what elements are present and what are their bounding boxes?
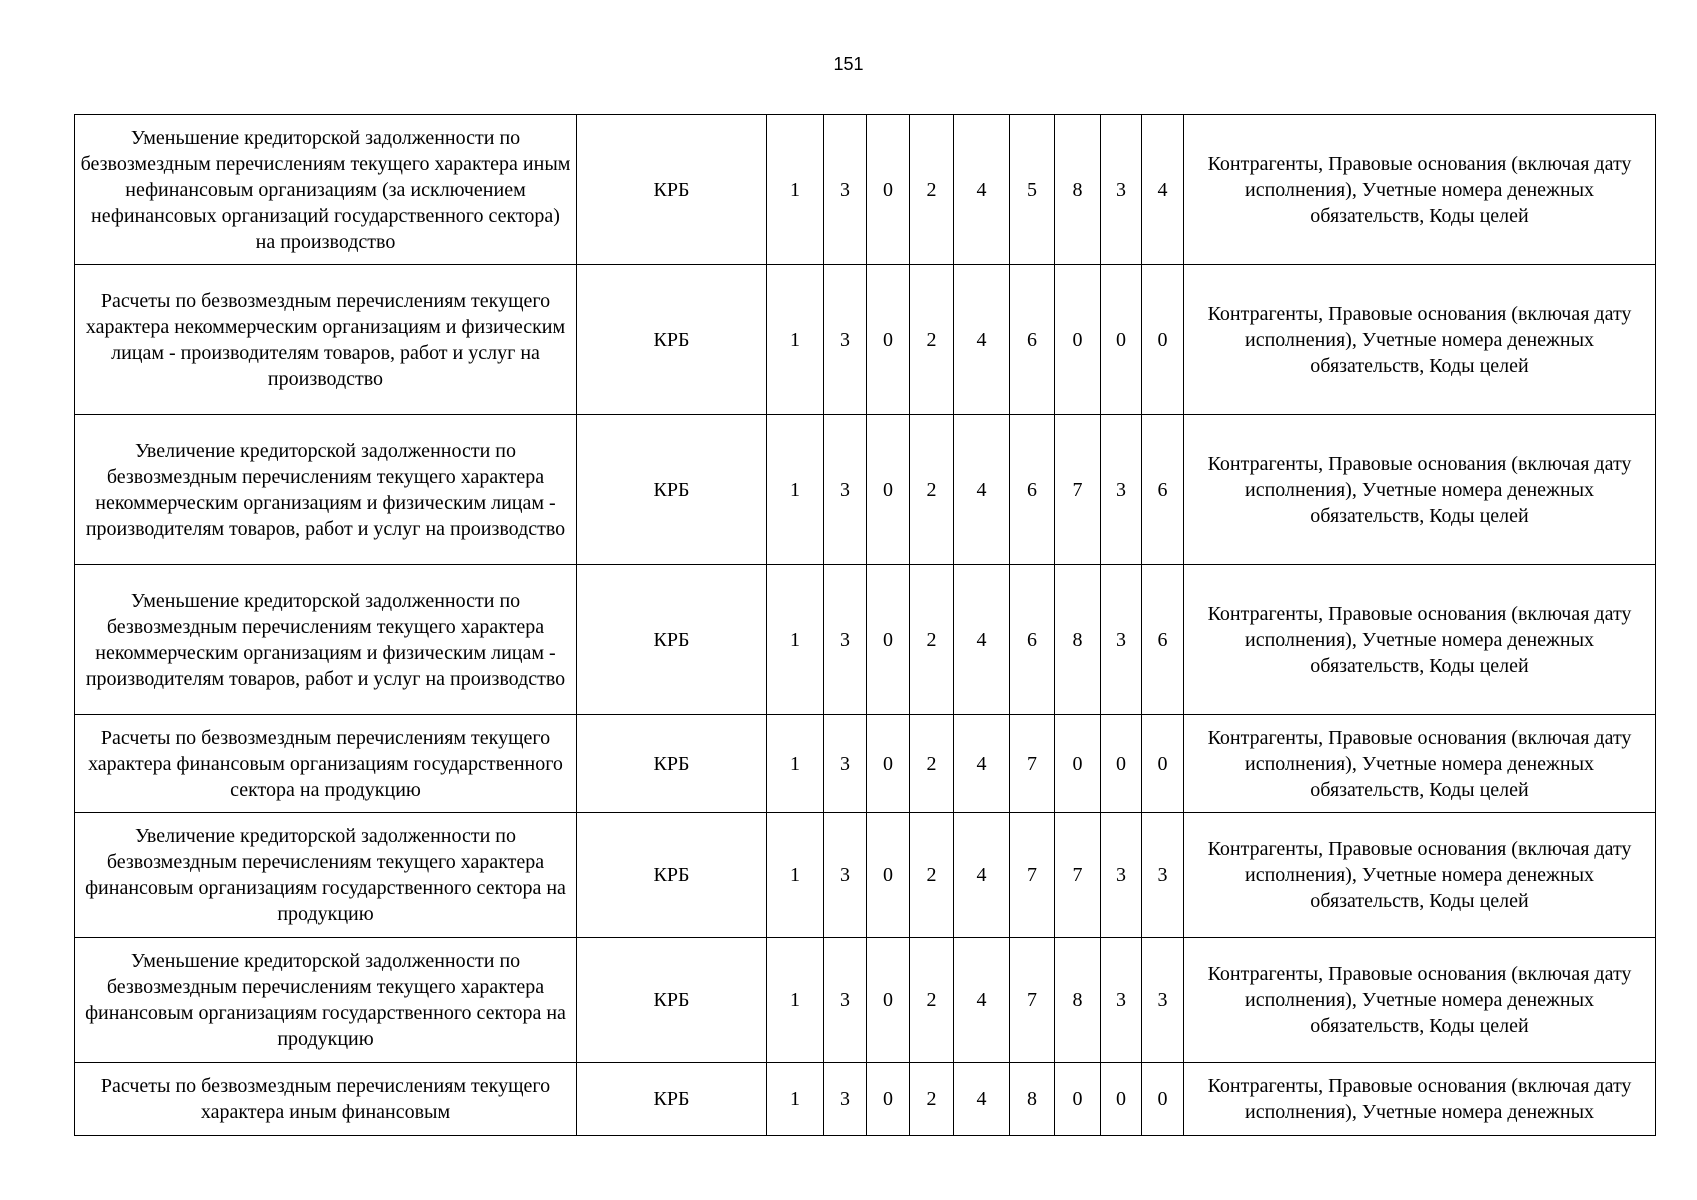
table-row — [75, 715, 1656, 813]
account-name-cell: Уменьшение кредиторской задолженности по безвозмездным перечислениям текущего характера некоммерческим организациям и физическим лицам - производителям товаров, работ и услуг на производство — [75, 565, 577, 715]
table-row — [75, 265, 1656, 415]
account-name-cell: Уменьшение кредиторской задолженности по безвозмездным перечислениям текущего характера финансовым организациям государственного сектора на продукцию — [75, 938, 577, 1063]
account-digit-cell: 0 — [867, 1063, 910, 1136]
account-digit-cell: 2 — [910, 265, 954, 415]
account-digit-cell: 3 — [824, 115, 867, 265]
account-digit-cell: 2 — [910, 813, 954, 938]
analytics-cell: Контрагенты, Правовые основания (включая дату исполнения), Учетные номера денежных обязательств, Коды целей — [1184, 715, 1656, 813]
account-digit-cell: 4 — [954, 715, 1010, 813]
account-digit-cell: 0 — [1055, 715, 1101, 813]
account-digit-cell: 1 — [767, 813, 824, 938]
page-number: 151 — [833, 54, 864, 74]
account-digit-cell: 1 — [767, 938, 824, 1063]
budget-code-cell: КРБ — [577, 265, 767, 415]
account-digit-cell: 3 — [1101, 415, 1142, 565]
account-digit-cell: 1 — [767, 715, 824, 813]
account-digit-cell: 0 — [1101, 1063, 1142, 1136]
account-digit-cell: 1 — [767, 565, 824, 715]
account-digit-cell: 3 — [824, 938, 867, 1063]
account-name-cell: Расчеты по безвозмездным перечислениям текущего характера некоммерческим организациям и физическим лицам - производителям товаров, работ и услуг на производство — [75, 265, 577, 415]
account-digit-cell: 1 — [767, 265, 824, 415]
analytics-cell: Контрагенты, Правовые основания (включая дату исполнения), Учетные номера денежных обязательств, Коды целей — [1184, 265, 1656, 415]
account-digit-cell: 0 — [867, 938, 910, 1063]
account-digit-cell: 0 — [1142, 265, 1184, 415]
account-digit-cell: 0 — [1101, 265, 1142, 415]
account-digit-cell: 8 — [1055, 115, 1101, 265]
table-row — [75, 115, 1656, 265]
account-digit-cell: 4 — [954, 265, 1010, 415]
budget-code-cell: КРБ — [577, 813, 767, 938]
account-name-cell: Расчеты по безвозмездным перечислениям текущего характера иным финансовым — [75, 1063, 577, 1136]
account-digit-cell: 3 — [824, 415, 867, 565]
account-digit-cell: 4 — [954, 415, 1010, 565]
table-row — [75, 415, 1656, 565]
account-digit-cell: 3 — [1101, 938, 1142, 1063]
account-digit-cell: 3 — [1142, 813, 1184, 938]
table-row — [75, 938, 1656, 1063]
account-digit-cell: 3 — [1101, 565, 1142, 715]
account-digit-cell: 3 — [824, 265, 867, 415]
account-digit-cell: 3 — [1142, 938, 1184, 1063]
account-digit-cell: 5 — [1010, 115, 1055, 265]
account-digit-cell: 4 — [1142, 115, 1184, 265]
analytics-cell: Контрагенты, Правовые основания (включая дату исполнения), Учетные номера денежных обязательств, Коды целей — [1184, 115, 1656, 265]
account-digit-cell: 8 — [1055, 565, 1101, 715]
account-digit-cell: 0 — [1142, 715, 1184, 813]
account-digit-cell: 0 — [1142, 1063, 1184, 1136]
table-row — [75, 565, 1656, 715]
account-digit-cell: 2 — [910, 415, 954, 565]
budget-code-cell: КРБ — [577, 115, 767, 265]
table-row — [75, 813, 1656, 938]
account-digit-cell: 6 — [1010, 415, 1055, 565]
account-digit-cell: 6 — [1142, 415, 1184, 565]
account-digit-cell: 7 — [1055, 415, 1101, 565]
account-digit-cell: 0 — [867, 813, 910, 938]
account-digit-cell: 3 — [824, 1063, 867, 1136]
account-digit-cell: 8 — [1055, 938, 1101, 1063]
account-digit-cell: 2 — [910, 565, 954, 715]
account-digit-cell: 6 — [1010, 565, 1055, 715]
analytics-cell: Контрагенты, Правовые основания (включая дату исполнения), Учетные номера денежных обязательств, Коды целей — [1184, 938, 1656, 1063]
account-digit-cell: 3 — [824, 715, 867, 813]
account-digit-cell: 3 — [1101, 115, 1142, 265]
account-digit-cell: 0 — [1101, 715, 1142, 813]
account-digit-cell: 3 — [1101, 813, 1142, 938]
account-digit-cell: 1 — [767, 1063, 824, 1136]
account-digit-cell: 3 — [824, 813, 867, 938]
account-digit-cell: 7 — [1010, 938, 1055, 1063]
account-digit-cell: 0 — [867, 715, 910, 813]
account-digit-cell: 0 — [867, 415, 910, 565]
account-digit-cell: 7 — [1010, 715, 1055, 813]
account-digit-cell: 2 — [910, 115, 954, 265]
account-digit-cell: 4 — [954, 813, 1010, 938]
account-digit-cell: 7 — [1055, 813, 1101, 938]
account-name-cell: Увеличение кредиторской задолженности по безвозмездным перечислениям текущего характера финансовым организациям государственного сектора на продукцию — [75, 813, 577, 938]
account-name-cell: Расчеты по безвозмездным перечислениям текущего характера финансовым организациям государственного сектора на продукцию — [75, 715, 577, 813]
analytics-cell: Контрагенты, Правовые основания (включая дату исполнения), Учетные номера денежных — [1184, 1063, 1656, 1136]
accounts-table — [74, 114, 1656, 1136]
account-digit-cell: 2 — [910, 1063, 954, 1136]
budget-code-cell: КРБ — [577, 415, 767, 565]
account-digit-cell: 7 — [1010, 813, 1055, 938]
account-digit-cell: 0 — [1055, 1063, 1101, 1136]
account-digit-cell: 0 — [867, 115, 910, 265]
budget-code-cell: КРБ — [577, 715, 767, 813]
account-digit-cell: 4 — [954, 565, 1010, 715]
account-digit-cell: 4 — [954, 938, 1010, 1063]
account-digit-cell: 1 — [767, 415, 824, 565]
analytics-cell: Контрагенты, Правовые основания (включая дату исполнения), Учетные номера денежных обязательств, Коды целей — [1184, 813, 1656, 938]
account-digit-cell: 2 — [910, 938, 954, 1063]
account-digit-cell: 2 — [910, 715, 954, 813]
budget-code-cell: КРБ — [577, 1063, 767, 1136]
account-name-cell: Уменьшение кредиторской задолженности по безвозмездным перечислениям текущего характера иным нефинансовым организациям (за исключением нефинансовых организаций государственного сектора) на производство — [75, 115, 577, 265]
account-digit-cell: 4 — [954, 115, 1010, 265]
account-name-cell: Увеличение кредиторской задолженности по безвозмездным перечислениям текущего характера некоммерческим организациям и физическим лицам - производителям товаров, работ и услуг на производство — [75, 415, 577, 565]
account-digit-cell: 1 — [767, 115, 824, 265]
account-digit-cell: 0 — [1055, 265, 1101, 415]
analytics-cell: Контрагенты, Правовые основания (включая дату исполнения), Учетные номера денежных обязательств, Коды целей — [1184, 415, 1656, 565]
account-digit-cell: 0 — [867, 265, 910, 415]
analytics-cell: Контрагенты, Правовые основания (включая дату исполнения), Учетные номера денежных обязательств, Коды целей — [1184, 565, 1656, 715]
account-digit-cell: 6 — [1010, 265, 1055, 415]
budget-code-cell: КРБ — [577, 938, 767, 1063]
table-row — [75, 1063, 1656, 1136]
account-digit-cell: 6 — [1142, 565, 1184, 715]
account-digit-cell: 4 — [954, 1063, 1010, 1136]
account-digit-cell: 3 — [824, 565, 867, 715]
account-digit-cell: 0 — [867, 565, 910, 715]
budget-code-cell: КРБ — [577, 565, 767, 715]
account-digit-cell: 8 — [1010, 1063, 1055, 1136]
